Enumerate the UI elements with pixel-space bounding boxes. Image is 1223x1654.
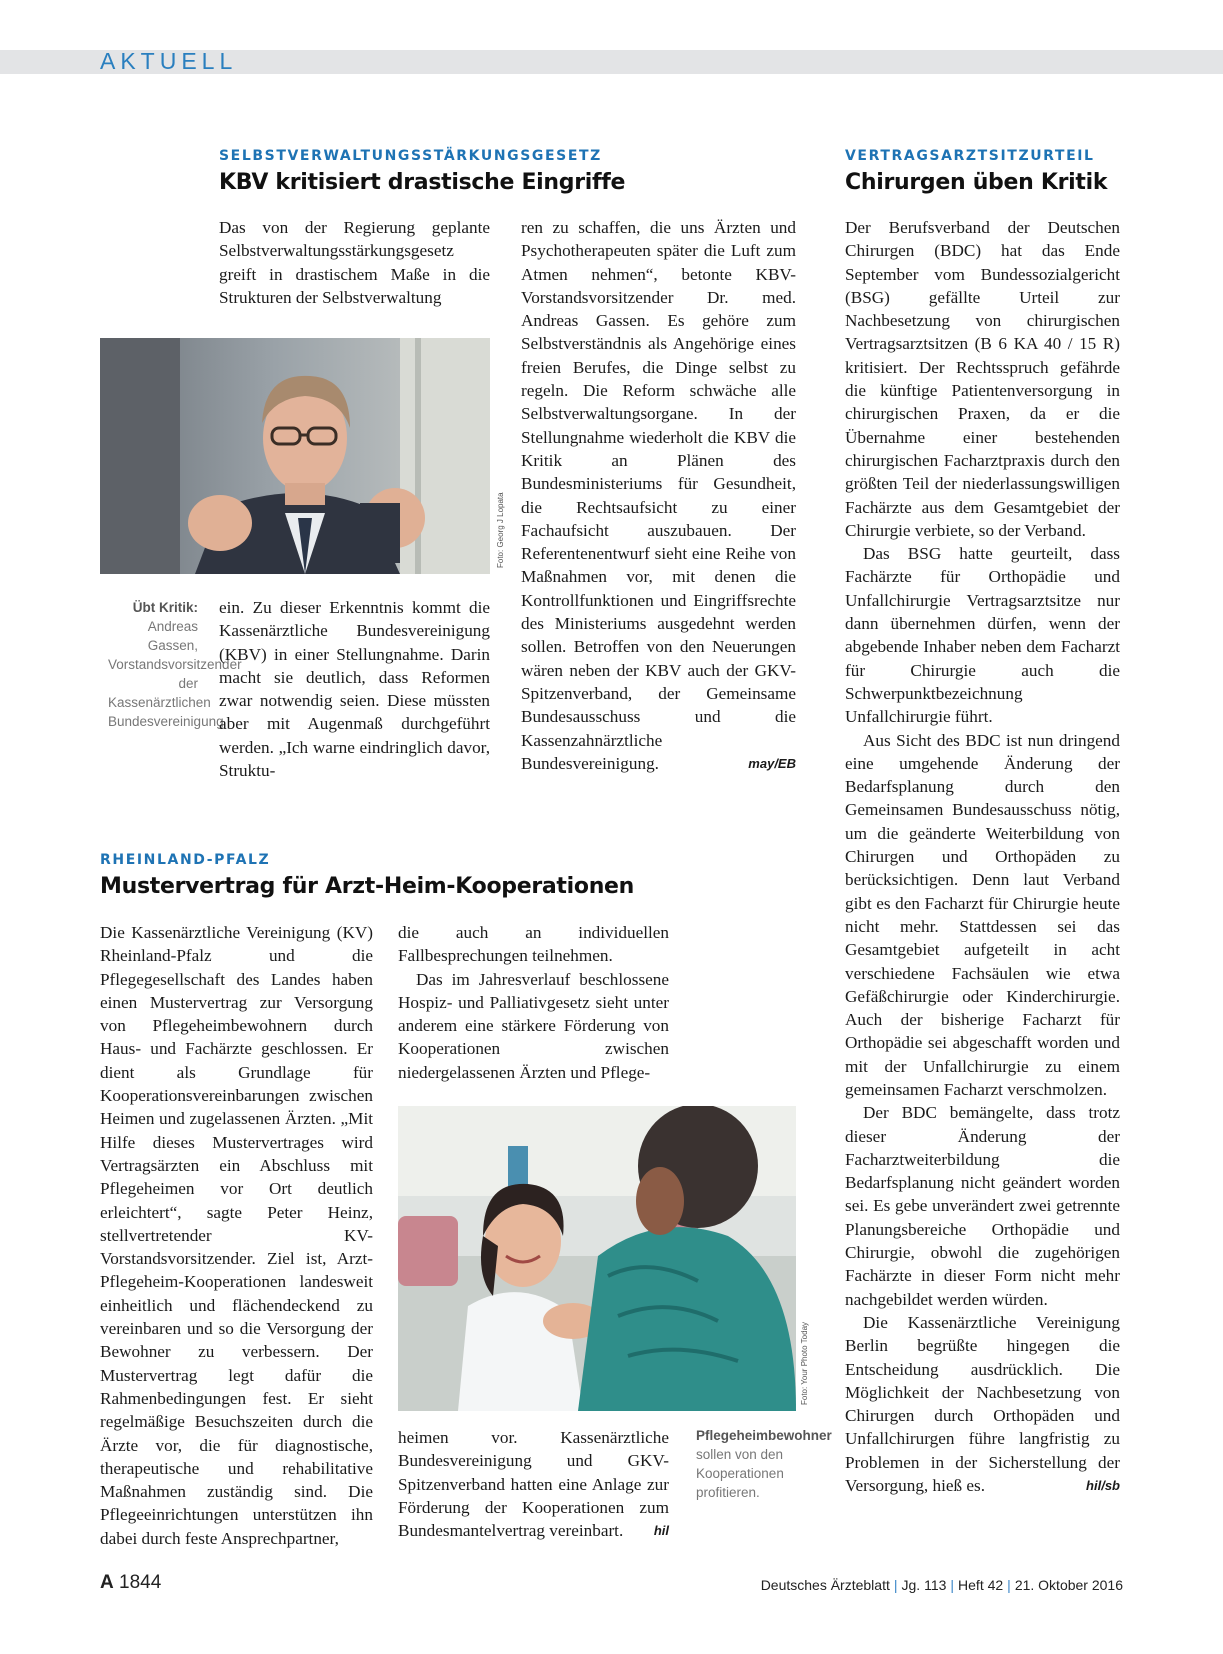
section-label: AKTUELL [100, 48, 238, 74]
article2-signature: hil [653, 1523, 669, 1539]
article1-title: KBV kritisiert drastische Eingriffe [219, 170, 626, 195]
page-prefix: A [100, 1572, 114, 1593]
article3-paragraph-3: Aus Sicht des BDC ist nun dringend eine umgehende Änderung der Bedarfsplanung durch den Gemeinsamen Bundesausschuss nötig, um die geänderte Weiterbildung von Chirurgen und Orthopäden zu berücksichtigen. Denn laut Verband gibt es den Facharzt für Chirurgie heute nicht mehr. Stattdessen sei das Gesamtgebiet aufgeteilt in acht verschiedene Fachsäulen wie etwa Gefäßchirurgie oder Kinderchirurgie. Auch der bisherige Facharzt für Orthopädie sei abgeschafft worden und mit der Unfallchirurgie zu einem gemeinsamen Facharzt verschmolzen. [845, 730, 1120, 1099]
article2-text-p1: die auch an individuellen Fallbesprechungen teilnehmen. [398, 923, 669, 966]
article3-signature: hil/sb [1086, 1478, 1120, 1494]
article1-col1-bottom [219, 596, 490, 782]
article2-col2-top [398, 921, 669, 1084]
article3-body [845, 216, 1120, 1497]
article2-photo-credit: Foto: Your Photo Today [800, 1321, 809, 1405]
article2-title: Mustervertrag für Arzt-Heim-Kooperationen [100, 874, 635, 899]
article1-caption-text: Andreas Gassen, Vorstandsvorsitzender der Kassenärztlichen Bundesvereinigung [108, 619, 242, 729]
article1-caption-lead: Übt Kritik: [132, 600, 198, 615]
journal-date: 21. Oktober 2016 [1014, 1577, 1123, 1593]
article3-kicker: VERTRAGSARZTSITZURTEIL [845, 148, 1095, 164]
journal-name: Deutsches Ärzteblatt [760, 1577, 890, 1593]
article1-col2 [521, 216, 796, 775]
article3-paragraph-1: Der Berufsverband der Deutschen Chirurgen (BDC) hat das Ende September vom Bundessozialgericht (BSG) gefällte Urteil zur Nachbesetzung von chirurgischen Vertragsarztsitzen (B 6 KA 40 / 15 R) kritisiert. Der Rechtsspruch gefährde die künftige Patientenversorgung in chirurgischen Praxen, da er die Übernahme einer bestehenden chirurgischen Facharztpraxis durch den größten Teil der niederlassungswilligen Fachärzte aus dem Gesamtgebiet der Chirurgie verbiete, so der Verband. [845, 218, 1120, 540]
article2-photo [398, 1106, 796, 1411]
article2-caption-text: sollen von den Kooperationen profitieren. [696, 1447, 784, 1500]
nursing-home-photo-image [398, 1106, 796, 1411]
portrait-photo-image [100, 338, 490, 574]
article2-text-p2: Das im Jahresverlauf beschlossene Hospiz- und Palliativgesetz sieht unter anderem eine stärkere Förderung von Kooperationen zwischen niedergelassenen Ärzten und Pflege- [398, 969, 669, 1082]
article1-text-continued: ein. Zu dieser Erkenntnis kommt die Kassenärztliche Bundesvereinigung (KBV) in einer Stellungnahme. Darin macht sie deutlich, dass Reformen zwar notwendig seien. Diese müssten aber mit Augenmaß durchgeführt werden. „Ich warne eindringlich davor, Struktu- [219, 598, 490, 781]
journal-volume: Jg. 113 [901, 1577, 947, 1593]
article1-photo-credit: Foto: Georg J Lopata [496, 492, 505, 568]
article3-title: Chirurgen üben Kritik [845, 170, 1108, 195]
article2-caption-lead: Pflegeheimbewohner [696, 1428, 832, 1443]
page-number-value: 1844 [119, 1572, 162, 1593]
article1-col1-top [219, 216, 490, 309]
article1-signature: may/EB [748, 755, 796, 771]
article2-kicker: RHEINLAND-PFALZ [100, 852, 271, 868]
article2-caption [696, 1426, 832, 1502]
article2-text-continued: heimen vor. Kassenärztliche Bundesvereinigung und GKV-Spitzenverband hatten eine Anlage zur Förderung der Kooperationen zum Bundesmantelvertrag vereinbart. [398, 1428, 669, 1541]
article2-col2-bottom [398, 1426, 669, 1542]
article1-photo [100, 338, 490, 574]
article1-kicker: SELBSTVERWALTUNGSSTÄRKUNGSGESETZ [219, 148, 602, 164]
article1-caption [108, 598, 242, 731]
article3-paragraph-2: Das BSG hatte geurteilt, dass Fachärzte für Orthopädie und Unfallchirurgie Vertragsarztsitze nur dann übernehmen dürfen, wenn der abgebende Inhaber neben dem Facharzt für Chirurgie auch die Schwerpunktbezeichnung Unfallchirurgie führt. [845, 544, 1120, 727]
article2-col1 [100, 921, 373, 1550]
article3-paragraph-5: Die Kassenärztliche Vereinigung Berlin begrüßte hingegen die Entscheidung ausdrücklich. Die Möglichkeit der Nachbesetzung von Chirurgen durch Orthopäden und Unfallchirurgen führe langfristig zu Problemen in der Sicherstellung der Versorgung, hieß es. [845, 1312, 1120, 1496]
article1-text-main: ren zu schaffen, die uns Ärzten und Psychotherapeuten später die Luft zum Atmen nehmen“, betonte KBV-Vorstandsvorsitzender Dr. med. Andreas Gassen. Es gehöre zum Selbstverständnis als Angehörige eines freien Berufes, die Dinge selbst zu regeln. Die Reform schwäche alle Selbstverwaltungsorgane. In der Stellungnahme wiederholt die KBV die Kritik an Plänen des Bundesministeriums für Gesundheit, die Rechtsaufsicht zu einer Fachaufsicht auszubauen. Der Referentenentwurf sieht eine Reihe von Maßnahmen vor, mit denen die Kontrollfunktionen und Eingriffsrechte des Ministeriums ausgedehnt werden sollen. Betroffen von den Neuerungen wären neben der KBV auch der GKV-Spitzenverband, der Gemeinsame Bundesausschuss und die Kassenzahnärztliche Bundesvereinigung. [521, 218, 796, 773]
article3-paragraph-4: Der BDC bemängelte, dass trotz dieser Änderung der Facharztweiterbildung die Bedarfsplanung nicht geändert worden sei. Es gebe unverändert zwei getrennte Planungsbereiche Orthopädie und Chirurgie, obwohl die zugehörigen Fachärzte in dieser Form nicht mehr nachgebildet werden würden. [845, 1103, 1120, 1309]
article2-text-main: Die Kassenärztliche Vereinigung (KV) Rheinland-Pfalz und die Pflegegesellschaft des Landes haben einen Mustervertrag zur Versorgung von Pflegeheimbewohnern durch Haus- und Fachärzte geschlossen. Er dient als Grundlage für Kooperationsvereinbarungen zwischen Heimen und zugelassenen Ärzten. „Mit Hilfe dieses Mustervertrages wird Vertragsärzten ein Abschluss mit Pflegeheimen vor Ort deutlich erleichtert“, sagte Peter Heinz, stellvertretender KV-Vorstandsvorsitzender. Ziel ist, Arzt-Pflegeheim-Kooperationen landesweit einheitlich und flächendeckend zu vereinbaren und so die Versorgung der Bewohner zu verbessern. Der Mustervertrag legt dafür die Rahmenbedingungen fest. Er sieht regelmäßige Besuchszeiten durch die Ärzte vor, die für diagnostische, therapeutische und rehabilitative Maßnahmen zuständig sind. Die Pflegeeinrichtungen unterstützen ihn dabei durch feste Ansprechpartner, [100, 923, 373, 1548]
page-number [100, 1572, 161, 1594]
article1-text-intro: Das von der Regierung geplante Selbstverwaltungsstärkungsgesetz greift in drastischem Maße in die Strukturen der Selbstverwaltung [219, 218, 490, 307]
journal-info: Deutsches Ärzteblatt | Jg. 113 | Heft 42 | 21. Oktober 2016 [760, 1577, 1123, 1593]
journal-issue: Heft 42 [958, 1577, 1004, 1593]
